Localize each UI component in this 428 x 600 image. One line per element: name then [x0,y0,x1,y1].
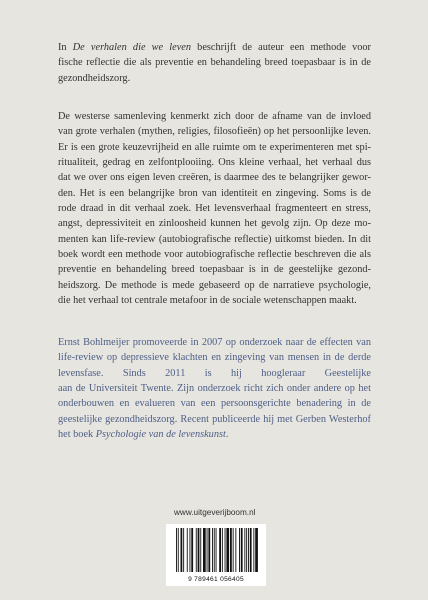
intro-line: fische reflectie die als preventie en behandeling breed toepasbaar is in de [58,57,371,69]
body-line: angst, depressiviteit en zinloosheid kunnen het gevolg zijn. Op deze mo- [58,218,371,230]
bio-line: het boek Psychologie van de levenskunst. [58,429,229,441]
author-bio-paragraph [58,335,371,442]
intro-line: gezondheidszorg. [58,72,131,84]
body-line: ritualiteit, gedrag en zelfontplooiing. Ons kleine verhaal, het verhaal dus [58,157,371,169]
body-line: De westerse samenleving kenmerkt zich door de afname van de invloed [58,111,371,122]
barcode-bars [172,528,260,574]
book-title-italic: De verhalen die we leven [72,42,192,53]
intro-paragraph [58,40,371,86]
body-line: Er is een grote keuzevrijheid en alle ruimte om te experimenteren met spi- [58,141,371,153]
body-line: menten kan life-review (autobiografische reflectie) uitkomst bieden. In dit [58,233,371,245]
bio-line: geestelijke gezondheidszorg. Recent publiceerde hij met Gerben Westerhof [58,413,371,425]
body-line: die het verhaal tot centrale metafoor in de sociale wetenschappen maakt. [58,295,357,307]
body-line: rode draad in dit verhaal zoek. Het levensverhaal fragmenteert en stress, [58,203,371,215]
intro-line: In De verhalen die we leven beschrijft de auteur een methode voor [58,42,371,53]
body-line: dat we over ons eigen leven creëren, is daarmee des te belangrijker gewor- [58,172,371,184]
bio-line: life-review op depressieve klachten en zingeving van mensen in de derde [58,352,371,364]
isbn-barcode [166,524,266,586]
body-line: preventie en behandeling breed toepasbaar is in de geestelijke gezond- [58,264,371,276]
bio-book-title: Psychologie van de levenskunst [95,429,226,441]
bio-line: aan de Universiteit Twente. Zijn onderzoek richt zich onder andere op het [58,383,371,395]
body-line: heidszorg. De methode is mede gebaseerd op de narratieve psychologie, [58,279,371,291]
isbn-number: 9 789461 056405 [188,576,244,583]
body-line: van grote verhalen (mythen, religies, filosofieën) op het persoonlijke leven. [58,126,371,138]
bio-line: onderbouwen en evalueren van een persoonsgerichte benadering in de [58,398,371,410]
bio-line: levensfase. Sinds 2011 is hij hoogleraar Geestelijke [58,367,371,379]
body-line: den. Het is een belangrijke bron van identiteit en zingeving. Soms is de [58,187,371,199]
bio-line: Ernst Bohlmeijer promoveerde in 2007 op onderzoek naar de effecten van [58,337,371,348]
description-paragraph [58,109,371,308]
body-line: boek wordt een methode voor autobiografische reflectie beschreven die als [58,249,371,261]
publisher-website: www.uitgeverijboom.nl [174,508,256,517]
